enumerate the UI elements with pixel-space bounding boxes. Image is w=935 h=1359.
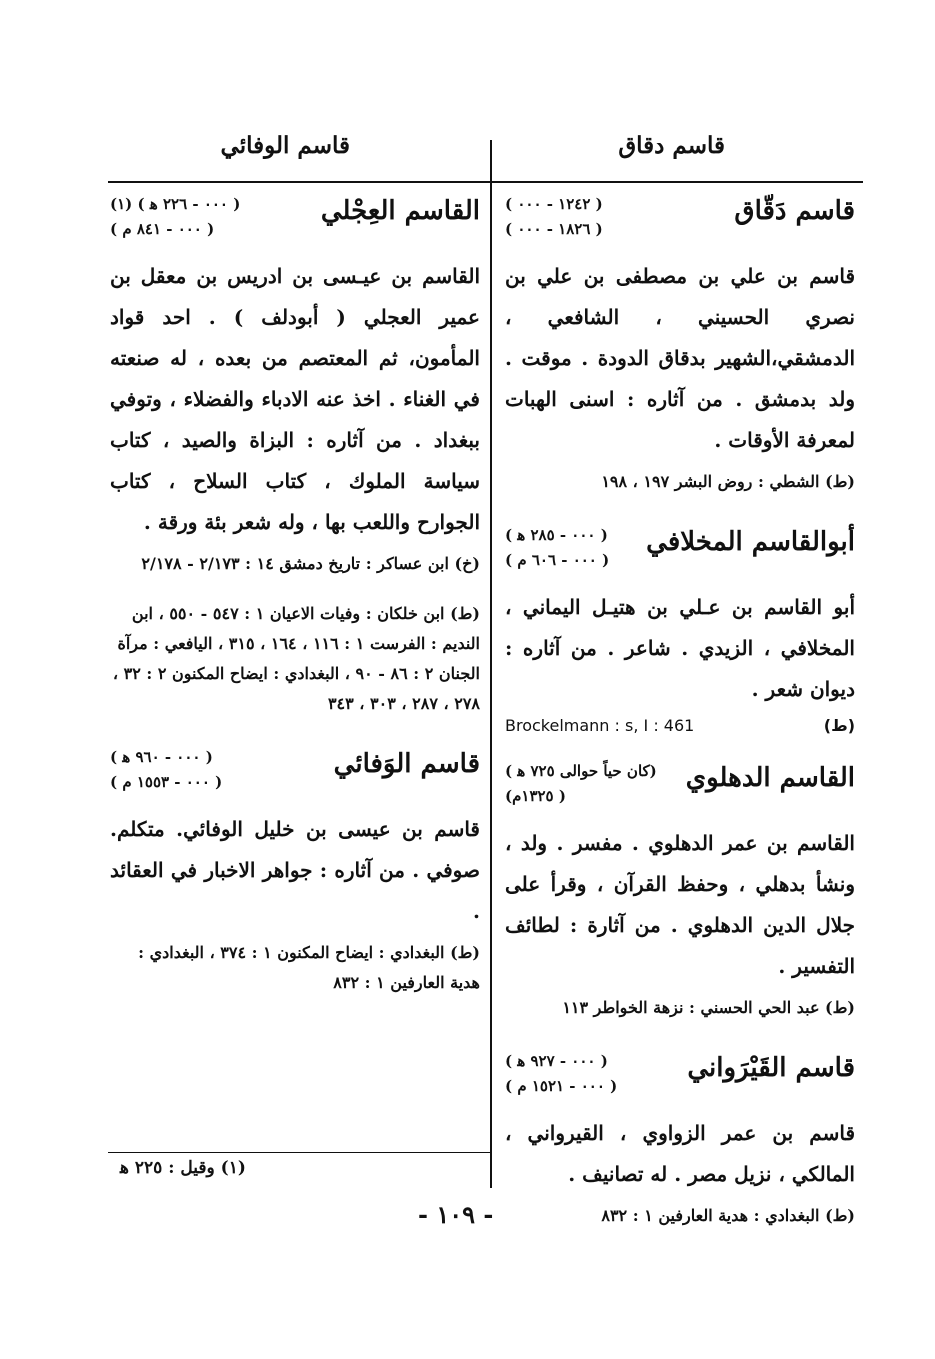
entry-dates: ( ٠٠٠ - ٢٢٦ ﻫ ) (١) ( ٠٠٠ - ٨٤١ م ) [110,195,241,238]
entry-body: قاسم بن عيسى بن خليل الوفائي. متكلم. صوفي . من آثاره : جواهر الاخبار في العقائد . [110,817,480,923]
entry-body: القاسم بن عيـسى بن ادريس بن معقل بن عمير العجلي ( أبودلف ) . احد قواد المأمون، ثم المعتصم من بعده ، له صنعته في الغناء . اخذ عنه الادباء والفضلاء ، وتوفي ببغداد . من آثاره : البزاة والصيد ، كتاب سياسة الملوك ، كتاب السلاح ، كتاب الجوارح واللعب بها ، وله شعر بئة ورقة . [110,264,480,534]
running-header-right: قاسم دقاق [618,132,725,159]
entry-dates: ( ٠٠٠ - ٩٢٧ ﻫ ) ( ٠٠٠ - ١٥٢١ م ) [505,1052,618,1095]
footnote-mark: (١) [110,195,133,213]
entry-name: قاسم القَيْرَواني [687,1053,855,1083]
entry-dates: ( ٠٠٠ - ٢٨٥ ﻫ ) ( ٠٠٠ - ٦٠٦ م ) [505,526,610,569]
right-column [505,186,855,1251]
entry-source: (ط) البغدادي : هدية العارفين ١ : ٨٣٢ [601,1206,855,1225]
entry-qasim-al-wafai [110,739,480,998]
entry-al-qasim-al-ijli [110,186,480,719]
entry-name: قاسم دَقّاق [734,196,855,226]
entry-name: القاسم العِجْلي [320,196,480,226]
left-column [110,186,480,1018]
header-rule [108,181,863,183]
entry-abul-qasim-al-mikhlafi [505,517,855,735]
entry-qasim-daqqaq [505,186,855,497]
entry-name: القاسم الدهلوي [685,763,855,793]
entry-source: (ط) الشطي : روض البشر ١٩٧ ، ١٩٨ [601,472,855,491]
entry-body: أبو القاسم بن عـلي بن هتيـل اليماني ، المخلافي ، الزيدي . شاعر . من آثاره : ديوان شعر . [505,595,855,701]
running-header-left: قاسم الوفائي [220,132,350,159]
entry-body: قاسم بن عمر الزواوي ، القيرواني ، المالكي ، نزيل مصر . له تصانيف . [505,1121,855,1186]
footnote-rule [108,1152,490,1153]
entry-source: (ط) ابن خلكان : وفيات الاعيان ١ : ٥٤٧ - ٥٥٠ ، ابن النديم : الفرست ١ : ١١٦ ، ١٦٤ ، ٣١٥ ، اليافعي : مرآة الجنان ٢ : ٨٦ - ٩٠ ، البغدادي : ايضاح المكنون ٢ : ٣٢ ، ٢٧٨ ، ٢٨٧ ، ٣٠٣ ، ٣٤٣ [112,604,480,713]
entry-source: (خ) ابن عساكر : تاريخ دمشق ١٤ : ٢/١٧٣ - ٢/١٧٨ [141,554,480,573]
entry-body: قاسم بن علي بن مصطفى بن علي بن نصري الحسيني ، الشافعي ، الدمشقي،الشهير بدقاق الدودة . موقت . ولد بدمشق . من آثاره : اسنى الهبات لمعرفة الأوقات . [505,264,855,452]
entry-dates: ( ١٢٤٢ - ٠٠٠ ) ( ١٨٢٦ - ٠٠٠ ) [505,195,603,238]
page-number: - ١٠٩ - [418,1200,494,1229]
entry-dates: (كان حياً حوالى ٧٢٥ ﻫ ) ( ١٣٢٥م) [505,762,657,805]
entry-al-qasim-al-dihlawi [505,753,855,1023]
entry-source: (ط) عبد الحي الحسني : نزهة الخواطر ١١٣ [562,998,855,1017]
entry-source: (ط) البغدادي : ايضاح المكنون ١ : ٣٧٤ ، البغدادي : هدية العارفين ١ : ٨٣٢ [138,943,480,992]
entry-name: أبوالقاسم المخلافي [646,527,855,557]
latin-source-text: Brockelmann : s, I : 461 [505,716,695,735]
footnote: (١) وقيل : ٢٢٥ ﻫ [120,1158,246,1178]
entry-dates: ( ٠٠٠ - ٩٦٠ ﻫ ) ( ٠٠٠ - ١٥٥٣ م ) [110,748,223,791]
entry-source [505,716,855,735]
entry-name: قاسم الوَفائي [333,749,480,779]
entry-body: القاسم بن عمر الدهلوي . مفسر . ولد ، ونشأ بدهلي ، وحفظ القرآن ، وقرأ على جلال الدين الدهلوي . من آثارة : لطائف التفسير . [505,831,855,978]
source-tag: (ط) [823,716,855,735]
column-divider [490,140,492,1188]
entry-qasim-al-qayrawani [505,1043,855,1231]
